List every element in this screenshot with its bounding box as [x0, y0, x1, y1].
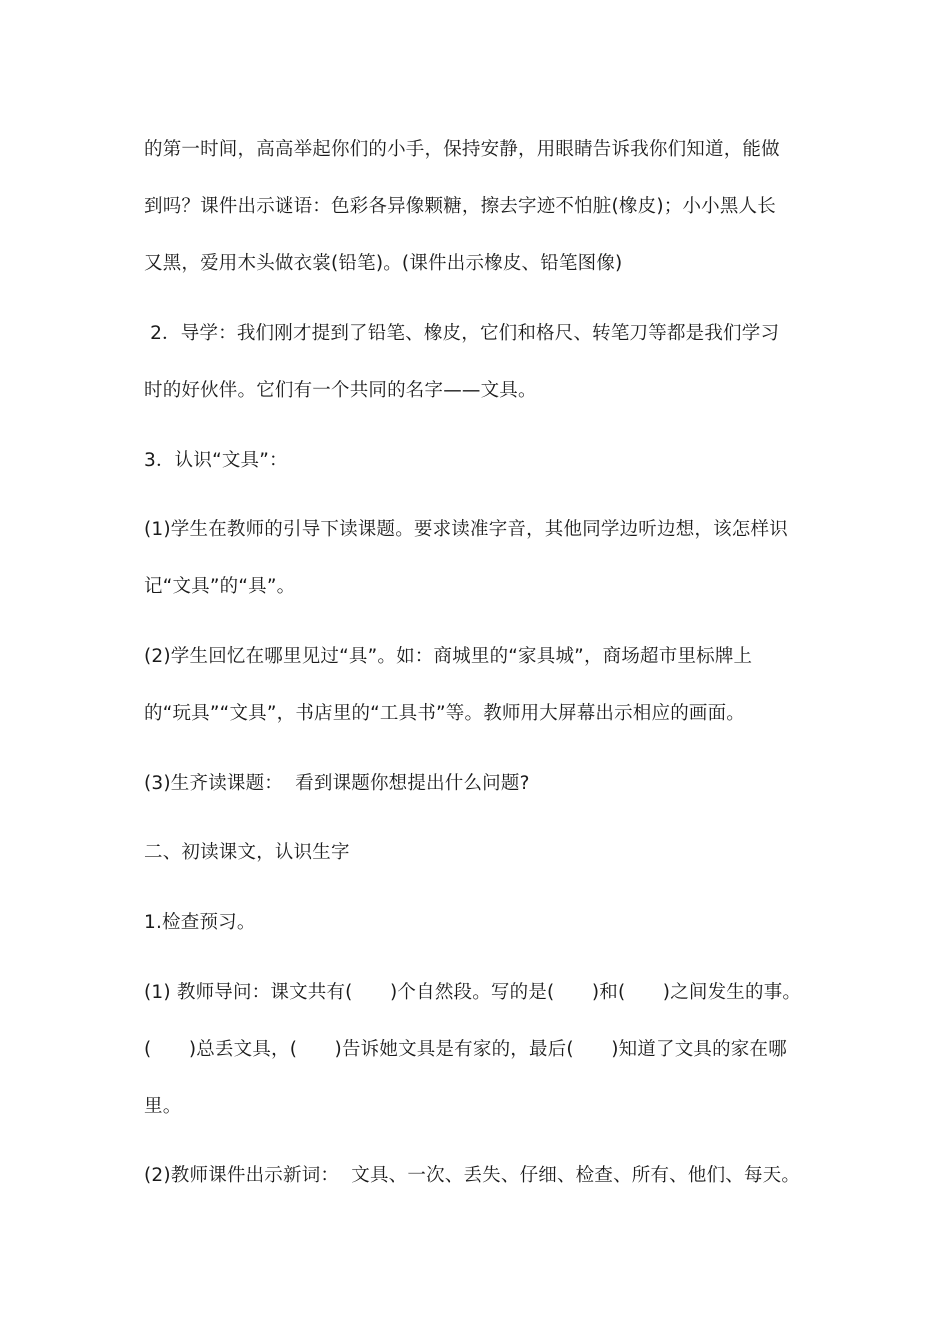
text-line: (1)学生在教师的引导下读课题。要求读准字音，其他同学边听边想，该怎样识 — [144, 519, 788, 540]
text-line: (2)学生回忆在哪里见过“具”。如：商城里的“家具城”，商场超市里标牌上 — [144, 646, 753, 667]
text-line: (3)生齐读课题： 看到课题你想提出什么问题? — [144, 773, 530, 794]
text-line: 记“文具”的“具”。 — [144, 576, 296, 597]
text-line: 1.检查预习。 — [144, 912, 256, 933]
text-line: 又黑，爱用木头做衣裳(铅笔)。(课件出示橡皮、铅笔图像) — [144, 253, 623, 274]
section-heading: 二、初读课文，认识生字 — [144, 842, 350, 863]
section-heading: 3．认识“文具”： — [144, 450, 288, 471]
text-line: (2)教师课件出示新词： 文具、一次、丢失、仔细、检查、所有、他们、每天。 — [144, 1165, 801, 1186]
text-line: 到吗？课件出示谜语：色彩各异像颗糖，擦去字迹不怕脏(橡皮)；小小黑人长 — [144, 196, 776, 217]
text-line: 时的好伙伴。它们有一个共同的名字——文具。 — [144, 380, 537, 401]
text-line: 里。 — [144, 1096, 182, 1117]
text-line: 2．导学：我们刚才提到了铅笔、橡皮，它们和格尺、转笔刀等都是我们学习 — [144, 323, 780, 344]
text-line: (1) 教师导问：课文共有( )个自然段。写的是( )和( )之间发生的事。 — [144, 982, 802, 1003]
text-line: 的“玩具”“文具”，书店里的“工具书”等。教师用大屏幕出示相应的画面。 — [144, 703, 746, 724]
text-line: 的第一时间，高高举起你们的小手，保持安静，用眼睛告诉我你们知道，能做 — [144, 139, 780, 160]
text-line: ( )总丢文具，( )告诉她文具是有家的，最后( )知道了文具的家在哪 — [144, 1039, 787, 1060]
